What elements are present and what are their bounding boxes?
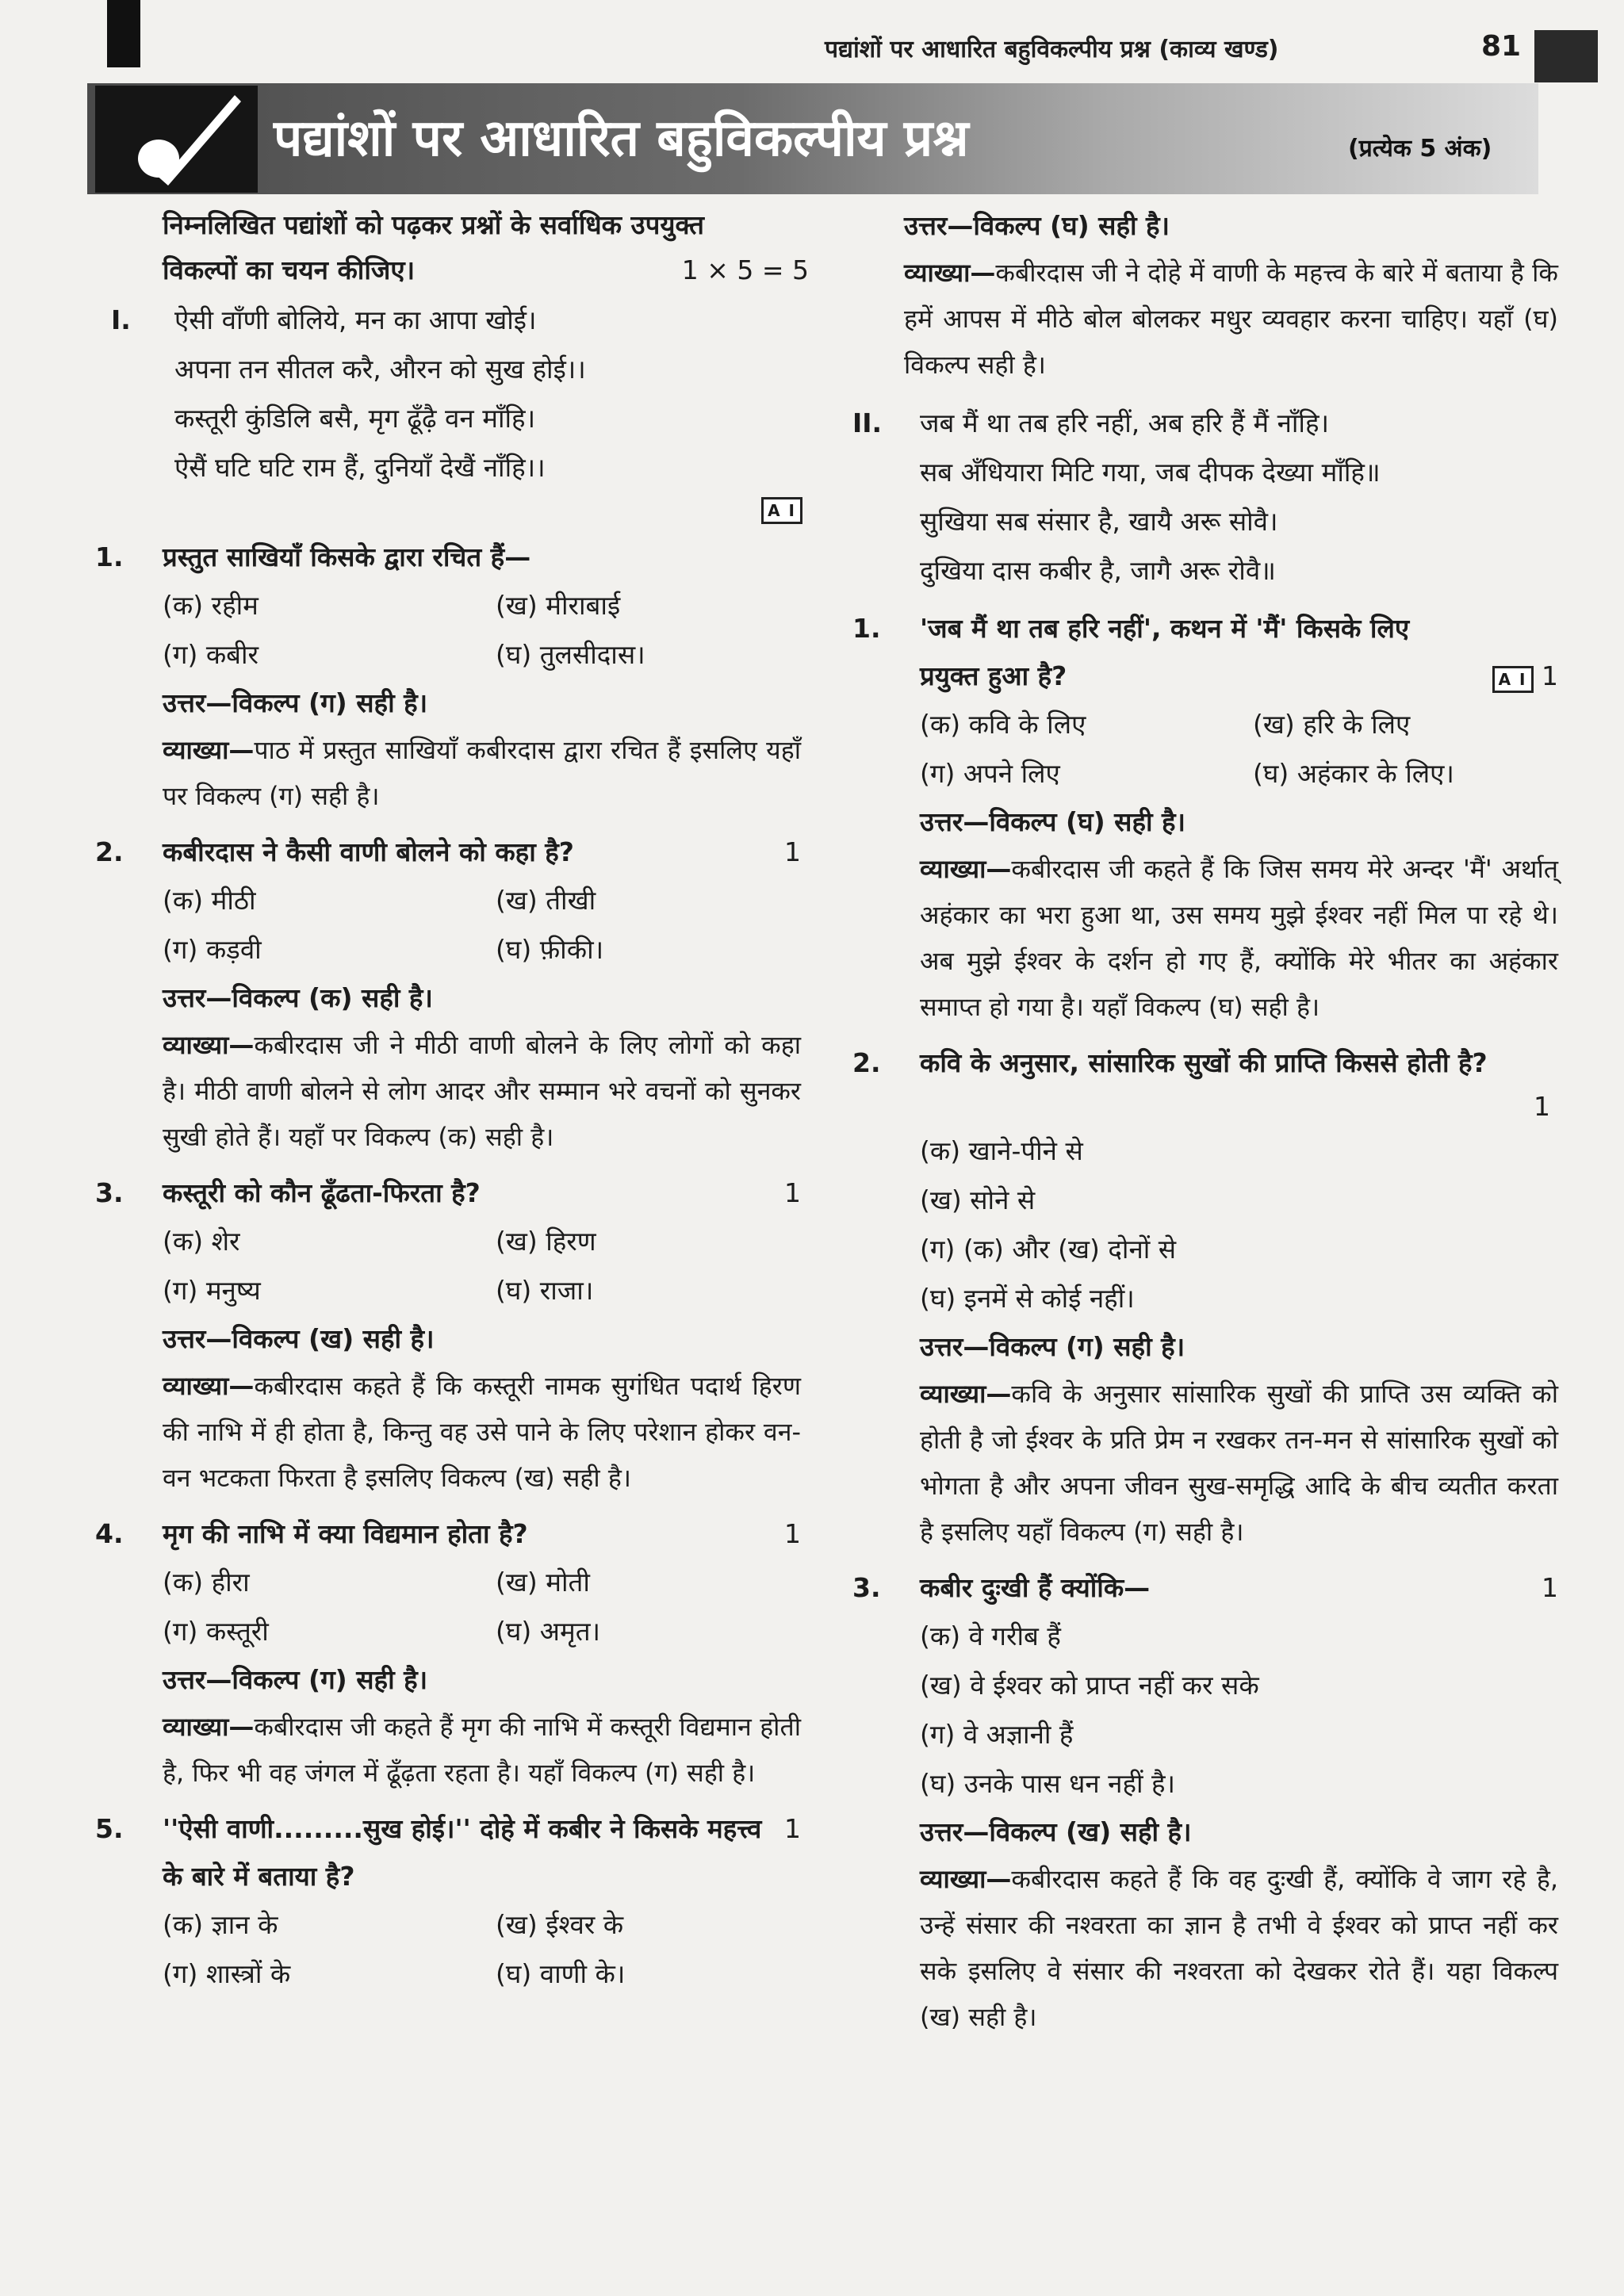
option: (ख) सोने से	[920, 1184, 1036, 1215]
option: (घ) फ़ीकी।	[496, 934, 604, 965]
explanation-label: व्याख्या—	[163, 1712, 255, 1742]
question-row	[163, 1510, 801, 1558]
instruction-line-2	[163, 247, 809, 293]
explanation-label: व्याख्या—	[920, 854, 1012, 884]
option: (ग) वे अज्ञानी हैं	[920, 1719, 1074, 1750]
question-marks: 1	[784, 1518, 801, 1549]
explanation-text: कवि के अनुसार सांसारिक सुखों की प्राप्ति उस व्यक्ति को होती है जो ईश्वर के प्रति प्रेम न रखकर तन-मन से सांसारिक सुखों को भोगता है और अपना जीवन सुख-समृद्धि आदि के बीच व्यतीत करता है इसलिए यहाँ विकल्प (ग) सही है।	[920, 1379, 1558, 1547]
answer: उत्तर—विकल्प (घ) सही है।	[904, 210, 1170, 241]
passage-numeral: II.	[852, 408, 883, 438]
passage-line: सब अँधियारा मिटि गया, जब दीपक देख्या माँहि॥	[920, 457, 1381, 488]
instruction-marks: 1 × 5 = 5	[681, 254, 809, 285]
option: (क) वे गरीब हैं	[920, 1621, 1061, 1651]
explanation-text: कबीरदास जी ने मीठी वाणी बोलने के लिए लोगों को कहा है। मीठी वाणी बोलने से लोग आदर और सम्मान भरे वचनों को सुनकर सुखी होते हैं। यहाँ पर विकल्प (क) सही है।	[163, 1030, 801, 1152]
question-5-solution	[852, 202, 1566, 388]
ai-badge: A I	[1492, 666, 1534, 693]
option: (क) खाने-पीने से	[920, 1135, 1083, 1166]
question-text: प्रस्तुत साखियाँ किसके द्वारा रचित हैं—	[163, 541, 531, 572]
option: (ग) मनुष्य	[163, 1275, 261, 1306]
question-row	[163, 534, 801, 581]
passage-line: जब मैं था तब हरि नहीं, अब हरि हैं मैं नाँहि।	[920, 408, 1330, 438]
options	[163, 1900, 801, 1999]
explanation	[920, 846, 1558, 1030]
left-column	[95, 202, 809, 1999]
option: (घ) उनके पास धन नहीं है।	[920, 1768, 1176, 1799]
question	[95, 534, 809, 819]
answer: उत्तर—विकल्प (क) सही है।	[163, 982, 433, 1013]
options	[163, 1217, 801, 1315]
section-title: पद्यांशों पर आधारित बहुविकल्पीय प्रश्न	[274, 109, 969, 168]
option: (घ) तुलसीदास।	[496, 639, 645, 670]
answer: उत्तर—विकल्प (ख) सही है।	[920, 1816, 1192, 1847]
question-text: कबीरदास ने कैसी वाणी बोलने को कहा है?	[163, 836, 574, 867]
corner-bar-left	[107, 0, 140, 67]
passage-2	[852, 399, 1566, 595]
passage-line: कस्तूरी कुंडिलि बसै, मृग ढूँढ़ै वन माँहि।	[174, 403, 536, 434]
page-number: 81	[1481, 30, 1522, 63]
question-row	[163, 1805, 801, 1900]
explanation-text: कबीरदास कहते हैं कि वह दुःखी हैं, क्योंकि वे जाग रहे है, उन्हें संसार की नश्वरता का ज्ञान है तभी वे ईश्वर को प्राप्त नहीं कर सके इसलिए वे संसार की नश्वरता को देखकर रोते हैं। यहा विकल्प (ख) सही है।	[920, 1864, 1558, 2032]
question	[852, 1039, 1566, 1555]
question-number: 1.	[95, 541, 124, 572]
question-number: 3.	[95, 1177, 124, 1208]
explanation	[920, 1371, 1558, 1555]
options	[163, 876, 801, 974]
question	[95, 828, 809, 1160]
explanation-label: व्याख्या—	[920, 1379, 1012, 1409]
question-number: 5.	[95, 1813, 124, 1844]
question-marks	[785, 534, 801, 581]
question	[95, 1510, 809, 1796]
option: (ख) तीखी	[496, 885, 596, 916]
running-header: पद्यांशों पर आधारित बहुविकल्पीय प्रश्न (काव्य खण्ड)	[825, 36, 1279, 63]
question	[852, 605, 1566, 1030]
passage-line: ऐसैं घटि घटि राम हैं, दुनियाँ देखैं नाँहि।।	[174, 452, 546, 483]
question-text: ''ऐसी वाणी.........सुख होई।'' दोहे में कबीर ने किसके महत्त्व के बारे में बताया है?	[163, 1813, 762, 1892]
question-number: 2.	[95, 836, 124, 867]
question-text: 'जब मैं था तब हरि नहीं', कथन में 'मैं' किसके लिए प्रयुक्त हुआ है?	[920, 613, 1410, 691]
question-row	[920, 1564, 1558, 1612]
badge-row	[95, 497, 809, 524]
option: (क) शेर	[163, 1226, 240, 1257]
explanation	[904, 250, 1558, 388]
option: (क) कवि के लिए	[920, 709, 1086, 740]
question-text: कबीर दुःखी हैं क्योंकि—	[920, 1572, 1151, 1603]
explanation-text: कबीरदास जी कहते हैं मृग की नाभि में कस्तूरी विद्यमान होती है, फिर भी वह जंगल में ढूँढ़ता रहता है। यहाँ विकल्प (ग) सही है।	[163, 1712, 801, 1788]
option: (ख) हरि के लिए	[1253, 709, 1411, 740]
section-marks: (प्रत्येक 5 अंक)	[1348, 135, 1492, 163]
option: (घ) वाणी के।	[496, 1958, 626, 1989]
question-marks: 1	[1542, 1572, 1558, 1603]
question-row	[920, 605, 1558, 700]
explanation	[163, 1022, 801, 1160]
passage-numeral: I.	[111, 304, 131, 335]
options	[163, 1558, 801, 1656]
question-text: कवि के अनुसार, सांसारिक सुखों की प्राप्ति किससे होती है?	[920, 1047, 1488, 1078]
option: (घ) इनमें से कोई नहीं।	[920, 1283, 1135, 1314]
question-number: 4.	[95, 1518, 124, 1549]
question-row	[920, 1039, 1558, 1087]
explanation	[163, 727, 801, 819]
question-marks: 1	[784, 836, 801, 867]
options	[920, 1127, 1558, 1323]
answer: उत्तर—विकल्प (ख) सही है।	[163, 1323, 435, 1354]
option: (ग) कस्तूरी	[163, 1616, 269, 1647]
options	[920, 700, 1558, 798]
option: (ग) (क) और (ख) दोनों से	[920, 1234, 1177, 1265]
explanation-text: कबीरदास जी कहते हैं कि जिस समय मेरे अन्दर 'मैं' अर्थात् अहंकार का भरा हुआ था, उस समय मुझे ईश्वर नहीं मिल पा रहे थे। अब मुझे ईश्वर के दर्शन हो गए हैं, क्योंकि मेरे भीतर का अहंकार समाप्त हो गया है। यहाँ विकल्प (घ) सही है।	[920, 854, 1558, 1022]
explanation-text: कबीरदास कहते हैं कि कस्तूरी नामक सुगंधित पदार्थ हिरण की नाभि में ही होता है, किन्तु वह उसे पाने के लिए परेशान होकर वन-वन भटकता फिरता है इसलिए विकल्प (ख) सही है।	[163, 1371, 801, 1493]
check-mark-icon	[95, 86, 258, 193]
options	[163, 581, 801, 679]
option: (क) रहीम	[163, 590, 259, 621]
options	[920, 1612, 1558, 1808]
passage-line: ऐसी वाँणी बोलिये, मन का आपा खोई।	[174, 304, 537, 335]
explanation-text: कबीरदास जी ने दोहे में वाणी के महत्त्व के बारे में बताया है कि हमें आपस में मीठे बोल बोलकर मधुर व्यवहार करना चाहिए। यहाँ (घ) विकल्प सही है।	[904, 258, 1558, 380]
question-marks: 1	[784, 1177, 801, 1208]
question-number: 3.	[852, 1572, 881, 1603]
explanation-label: व्याख्या—	[904, 258, 996, 288]
explanation-label: व्याख्या—	[163, 735, 255, 765]
passage-line: अपना तन सीतल करै, औरन को सुख होई।।	[174, 354, 586, 385]
explanation	[163, 1704, 801, 1796]
question-row	[163, 828, 801, 876]
option: (क) मीठी	[163, 885, 256, 916]
option: (ख) मीराबाई	[496, 590, 621, 621]
explanation	[920, 1856, 1558, 2040]
option: (ग) शास्त्रों के	[163, 1958, 291, 1989]
passage-1	[95, 296, 809, 492]
option: (क) हीरा	[163, 1567, 250, 1598]
option: (ख) हिरण	[496, 1226, 596, 1257]
question-text: मृग की नाभि में क्या विद्यमान होता है?	[163, 1518, 528, 1549]
answer: उत्तर—विकल्प (ग) सही है।	[920, 1331, 1185, 1362]
question-number: 1.	[852, 613, 881, 644]
option: (ग) कड़वी	[163, 934, 262, 965]
instruction	[95, 202, 809, 293]
question-meta	[1477, 652, 1558, 700]
passage-line: सुखिया सब संसार है, खायै अरू सोवै।	[920, 506, 1278, 537]
question-row	[163, 1169, 801, 1217]
option: (ख) ईश्वर के	[496, 1909, 624, 1940]
explanation-label: व्याख्या—	[163, 1371, 255, 1401]
instruction-line: निम्नलिखित पद्यांशों को पढ़कर प्रश्नों के सर्वाधिक उपयुक्त	[163, 209, 704, 240]
explanation-text: पाठ में प्रस्तुत साखियाँ कबीरदास द्वारा रचित हैं इसलिए यहाँ पर विकल्प (ग) सही है।	[163, 735, 801, 811]
option: (ग) अपने लिए	[920, 758, 1060, 789]
answer: उत्तर—विकल्प (ग) सही है।	[163, 1664, 428, 1695]
explanation-label: व्याख्या—	[163, 1030, 255, 1060]
answer: उत्तर—विकल्प (ग) सही है।	[163, 687, 428, 718]
question-marks: 1	[784, 1813, 801, 1844]
option: (घ) अहंकार के लिए।	[1253, 758, 1454, 789]
option: (क) ज्ञान के	[163, 1909, 278, 1940]
explanation-label: व्याख्या—	[920, 1864, 1012, 1894]
question-marks: 1	[1534, 1091, 1550, 1122]
option: (घ) राजा।	[496, 1275, 594, 1306]
option: (ग) कबीर	[163, 639, 259, 670]
question-number: 2.	[852, 1047, 881, 1078]
question	[852, 1564, 1566, 2040]
question	[95, 1169, 809, 1501]
option: (ख) वे ईश्वर को प्राप्त नहीं कर सके	[920, 1670, 1259, 1701]
explanation	[163, 1363, 801, 1501]
option: (ख) मोती	[496, 1567, 590, 1598]
ai-badge: A I	[761, 497, 802, 524]
option: (घ) अमृत।	[496, 1616, 601, 1647]
question-text: कस्तूरी को कौन ढूँढता-फिरता है?	[163, 1177, 481, 1208]
answer: उत्तर—विकल्प (घ) सही है।	[920, 806, 1186, 837]
question	[95, 1805, 809, 1999]
question-marks: 1	[1542, 660, 1558, 691]
right-column	[852, 202, 1566, 2040]
instruction-line: विकल्पों का चयन कीजिए।	[163, 254, 416, 285]
passage-line: दुखिया दास कबीर है, जागै अरू रोवै॥	[920, 555, 1276, 586]
corner-bar-right	[1534, 30, 1598, 82]
